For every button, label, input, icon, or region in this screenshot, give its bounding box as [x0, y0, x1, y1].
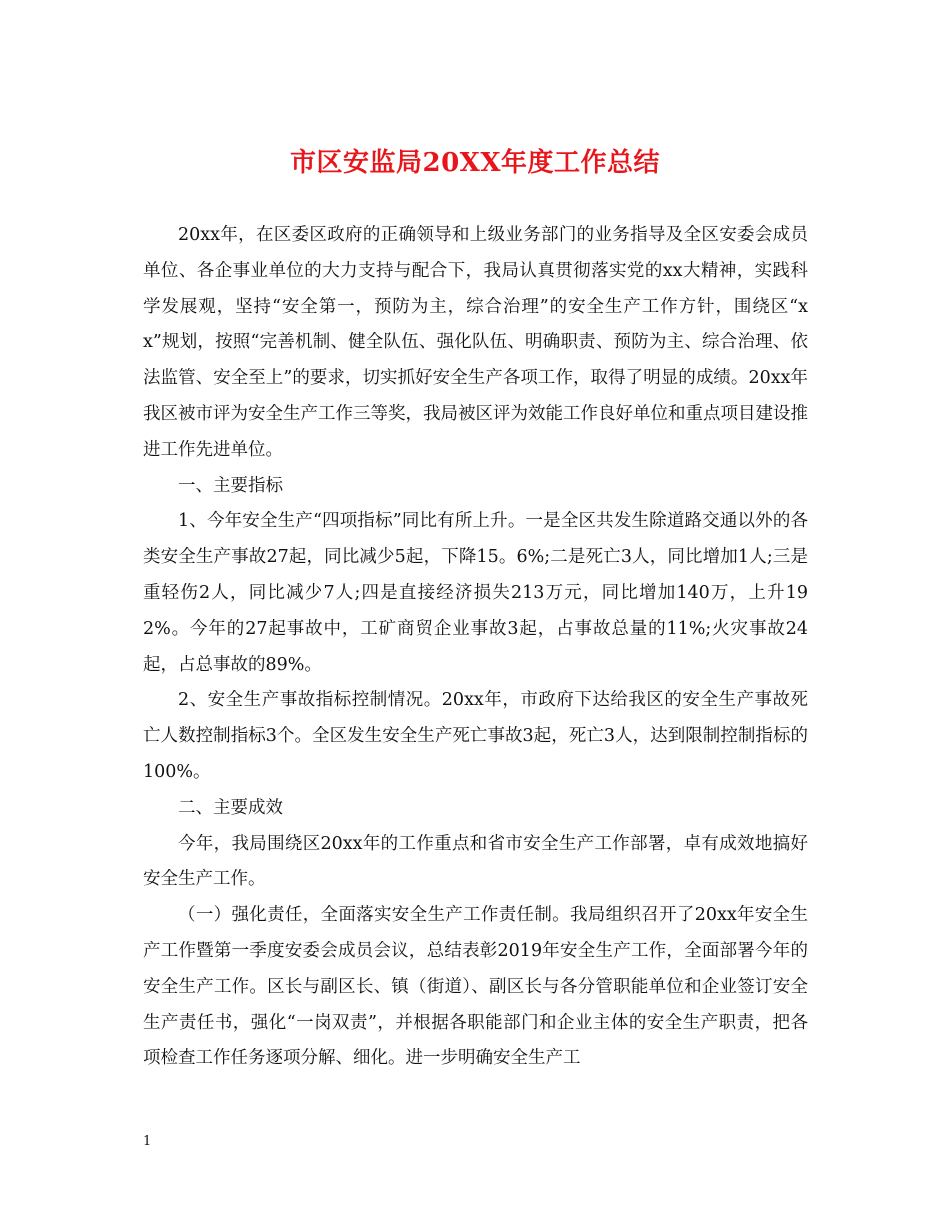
- document-title: 市区安监局20XX年度工作总结: [289, 148, 661, 178]
- paragraph-results-intro: 今年，我局围绕区20xx年的工作重点和省市安全生产工作部署，卓有成效地搞好安全生产工作。: [143, 833, 808, 890]
- paragraph-indicator-1: 1、今年安全生产“四项指标”同比有所上升。一是全区共发生除道路交通以外的各类安全生产事故27起，同比减少5起，下降15。6%;二是死亡3人，同比增加1人;三是重轻伤2人，同比减少7人;四是直接经济损失213万元，同比增加140万，上升192%。今年的27起事故中，工矿商贸企业事故3起，占事故总量的11%;火灾事故24起，占总事故的89%。: [143, 511, 808, 675]
- section-heading-main-results: 二、主要成效: [178, 797, 283, 818]
- section-heading-main-indicators: 一、主要指标: [178, 475, 283, 496]
- paragraph-indicator-2: 2、安全生产事故指标控制情况。20xx年，市政府下达给我区的安全生产事故死亡人数控制指标3个。全区发生安全生产死亡事故3起，死亡3人，达到限制控制指标的100%。: [143, 690, 808, 782]
- page-number: 1: [143, 1134, 152, 1149]
- document-body: [143, 218, 808, 1077]
- paragraph-intro: 20xx年，在区委区政府的正确领导和上级业务部门的业务指导及全区安委会成员单位、各企事业单位的大力支持与配合下，我局认真贯彻落实党的xx大精神，实践科学发展观，坚持“安全第一，预防为主，综合治理”的安全生产工作方针，围绕区“xx”规划，按照“完善机制、健全队伍、强化队伍、明确职责、预防为主、综合治理、依法监管、安全至上”的要求，切实抓好安全生产各项工作，取得了明显的成绩。20xx年我区被市评为安全生产工作三等奖，我局被区评为效能工作良好单位和重点项目建设推进工作先进单位。: [143, 225, 808, 460]
- paragraph-results-1: （一）强化责任，全面落实安全生产工作责任制。我局组织召开了20xx年安全生产工作暨第一季度安委会成员会议，总结表彰2019年安全生产工作，全面部署今年的安全生产工作。区长与副区长、镇（街道）、副区长与各分管职能单位和企业签订安全生产责任书，强化“一岗双责”，并根据各职能部门和企业主体的安全生产职责，把各项检查工作任务逐项分解、细化。进一步明确安全生产工: [143, 905, 808, 1069]
